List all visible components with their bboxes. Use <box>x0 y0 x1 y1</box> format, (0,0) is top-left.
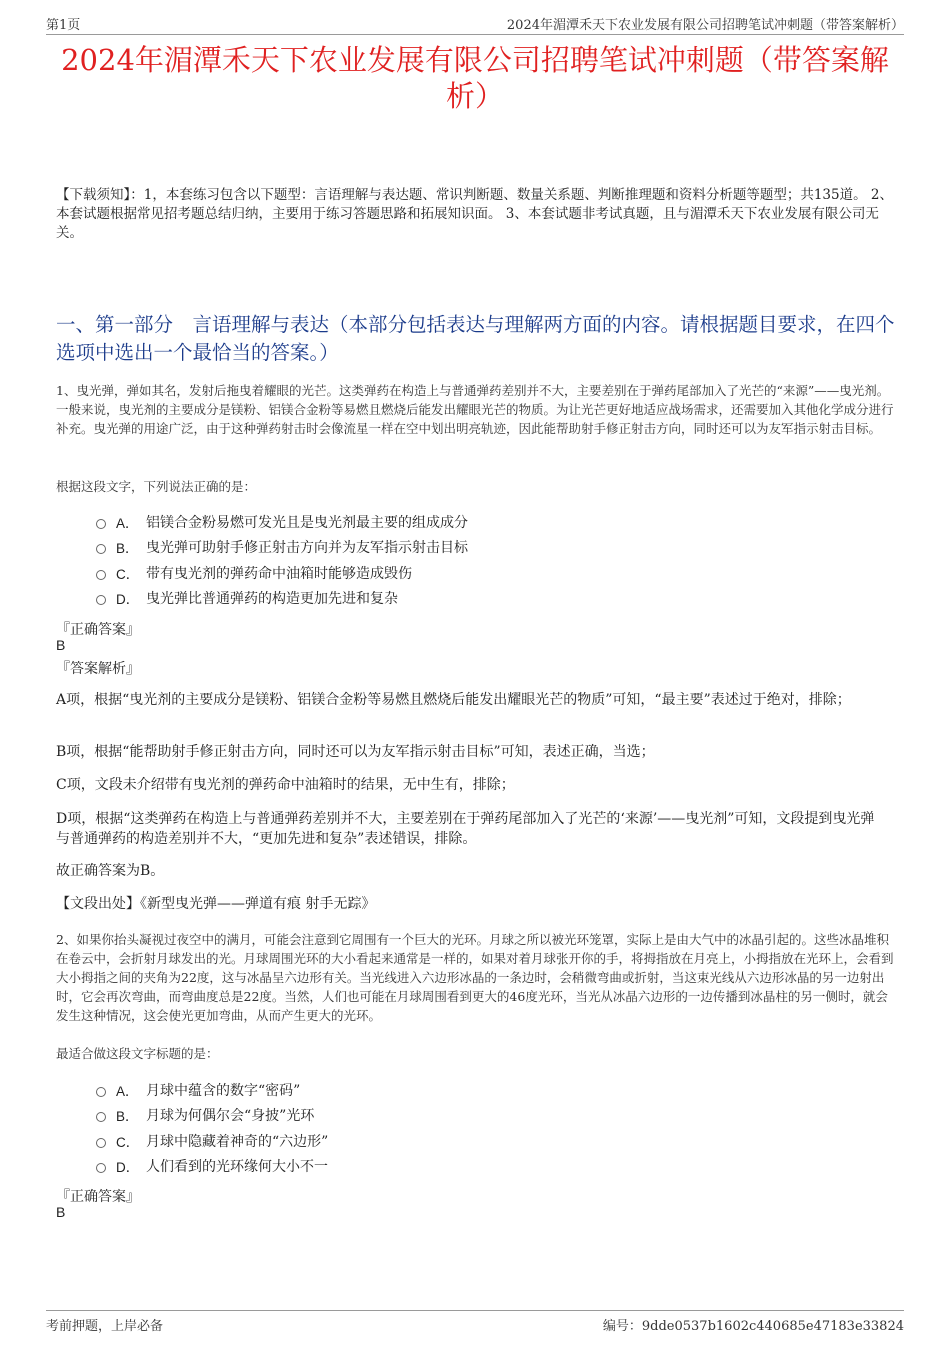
correct-answer: B <box>56 1204 66 1220</box>
analysis-c: C项，文段未介绍带有曳光剂的弹药命中油箱时的结果，无中生有，排除； <box>56 777 515 793</box>
option-text: 曳光弹比普通弹药的构造更加先进和复杂 <box>146 591 398 608</box>
option-text: 曳光弹可助射手修正射击方向并为友军指示射击目标 <box>146 540 468 557</box>
option-letter: A． <box>116 1083 139 1099</box>
answer-label: 『正确答案』 <box>56 622 140 638</box>
option-b[interactable] <box>96 535 900 561</box>
correct-answer: B <box>56 637 66 653</box>
option-text: 带有曳光剂的弹药命中油箱时能够造成毁伤 <box>146 565 412 582</box>
question-2-prompt: 最适合做这段文字标题的是： <box>56 1046 219 1061</box>
option-a[interactable] <box>96 1077 900 1103</box>
analysis-label: 『答案解析』 <box>56 661 140 677</box>
download-notice: 【下载须知】：1，本套练习包含以下题型：言语理解与表达题、常识判断题、数量关系题、判断推理题和资料分析题等题型；共135道。 2、本套试题根据常见招考题总结归纳，主要用于练习答题思路和拓展知识面。 3、本套试题非考试真题，且与湄潭禾天下农业发展有限公司无关。 <box>56 187 893 241</box>
question-2-text: 2、如果你抬头凝视过夜空中的满月，可能会注意到它周围有一个巨大的光环。月球之所以被光环笼罩，实际上是由大气中的冰晶引起的。这些冰晶堆积在卷云中，会折射月球发出的光。月球周围光环的大小看起来通常是一样的，如果对着月球张开你的手，将拇指放在月亮上，小拇指放在光环上，会看到大小拇指之间的夹角为22度，这与冰晶呈六边形有关。当光线进入六边形冰晶的一条边时，会稍微弯曲或折射，当这束光线从六边形冰晶的另一边射出时，它会再次弯曲，而弯曲度总是22度。当然，人们也可能在月球周围看到更大的46度光环，当光从冰晶六边形的一边传播到冰晶柱的另一侧时，就会发生这种情况，这会使光更加弯曲，从而产生更大的光环。 <box>56 932 894 1023</box>
question-1-prompt: 根据这段文字，下列说法正确的是： <box>56 479 257 494</box>
section-heading: 一、第一部分 言语理解与表达（本部分包括表达与理解两方面的内容。请根据题目要求，在四个选项中选出一个最恰当的答案。） <box>56 313 895 364</box>
option-letter: B． <box>116 541 139 557</box>
answer-label: 『正确答案』 <box>56 1189 140 1205</box>
source-citation: 【文段出处】《新型曳光弹——弹道有痕 射手无踪》 <box>56 896 376 912</box>
option-d[interactable] <box>96 1154 900 1180</box>
option-letter: B． <box>116 1109 139 1125</box>
analysis-conclusion: 故正确答案为B。 <box>56 863 165 879</box>
option-text: 月球中蕴含的数字“密码” <box>146 1082 301 1099</box>
option-text: 月球为何偶尔会“身披”光环 <box>146 1108 315 1125</box>
page-header <box>46 10 904 35</box>
option-text: 月球中隐藏着神奇的“六边形” <box>146 1133 329 1150</box>
footer-serial: 编号：9dde0537b1602c440685e47183e33824 <box>602 1319 904 1334</box>
header-title: 2024年湄潭禾天下农业发展有限公司招聘笔试冲刺题（带答案解析） <box>506 18 904 33</box>
radio-icon[interactable] <box>96 570 106 580</box>
option-text: 人们看到的光环缘何大小不一 <box>146 1159 328 1176</box>
page-footer <box>46 1310 904 1334</box>
option-letter: C． <box>116 566 140 582</box>
analysis-a: A项，根据“曳光剂的主要成分是镁粉、铝镁合金粉等易燃且燃烧后能发出耀眼光芒的物质”可知，“最主要”表述过于绝对，排除； <box>56 692 851 708</box>
option-b[interactable] <box>96 1103 900 1129</box>
option-letter: D． <box>116 592 140 608</box>
radio-icon[interactable] <box>96 1163 106 1173</box>
radio-icon[interactable] <box>96 1112 106 1122</box>
page-number: 第1页 <box>46 18 81 33</box>
radio-icon[interactable] <box>96 544 106 554</box>
document-title: 2024年湄潭禾天下农业发展有限公司招聘笔试冲刺题（带答案解析） <box>61 43 889 113</box>
option-letter: C． <box>116 1134 140 1150</box>
analysis-b: B项，根据“能帮助射手修正射击方向，同时还可以为友军指示射击目标”可知，表述正确，当选； <box>56 744 655 760</box>
option-letter: D． <box>116 1160 140 1176</box>
radio-icon[interactable] <box>96 1138 106 1148</box>
question-2-options <box>96 1077 900 1179</box>
option-c[interactable] <box>96 560 900 586</box>
footer-slogan: 考前押题，上岸必备 <box>46 1319 164 1334</box>
radio-icon[interactable] <box>96 1087 106 1097</box>
option-a[interactable] <box>96 509 900 535</box>
question-1-text: 1、曳光弹，弹如其名，发射后拖曳着耀眼的光芒。这类弹药在构造上与普通弹药差别并不大，主要差别在于弹药尾部加入了光芒的“来源”——曳光剂。一般来说，曳光剂的主要成分是镁粉、铝镁合金粉等易燃且燃烧后能发出耀眼光芒的物质。为让光芒更好地适应战场需求，还需要加入其他化学成分进行补充。曳光弹的用途广泛，由于这种弹药射击时会像流星一样在空中划出明亮轨迹，因此能帮助射手修正射击方向，同时还可以为友军指示射击目标。 <box>56 383 894 436</box>
option-d[interactable] <box>96 586 900 612</box>
option-text: 铝镁合金粉易燃可发光且是曳光剂最主要的组成成分 <box>146 514 468 531</box>
question-1-options <box>96 509 900 611</box>
radio-icon[interactable] <box>96 519 106 529</box>
option-letter: A． <box>116 515 139 531</box>
radio-icon[interactable] <box>96 595 106 605</box>
option-c[interactable] <box>96 1128 900 1154</box>
analysis-d: D项，根据“这类弹药在构造上与普通弹药差别并不大，主要差别在于弹药尾部加入了光芒的‘来源’——曳光剂”可知，文段提到曳光弹与普通弹药的构造差别并不大，“更加先进和复杂”表述错误，排除。 <box>56 811 875 847</box>
